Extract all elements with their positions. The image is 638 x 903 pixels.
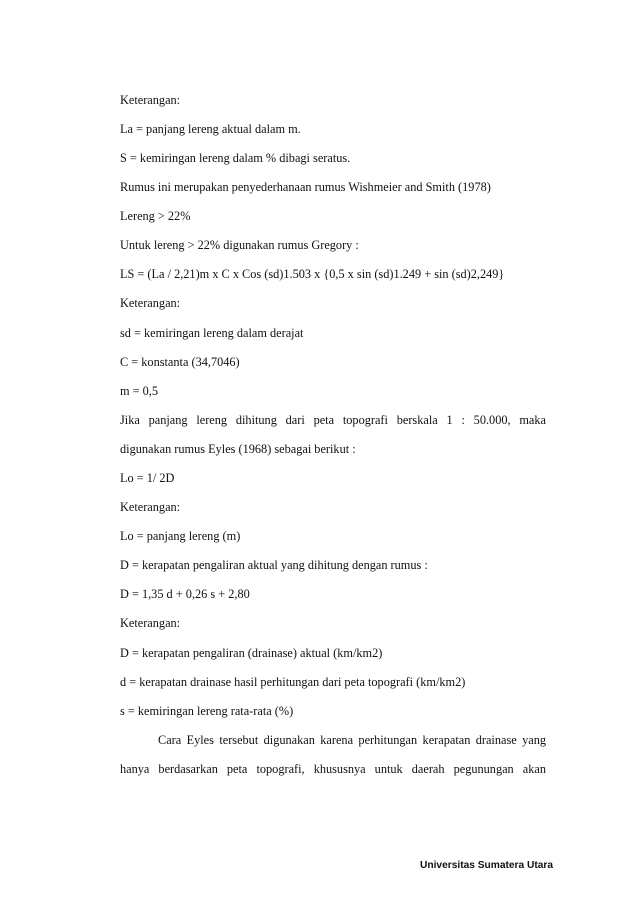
text-line-lo-definition: Lo = panjang lereng (m) bbox=[120, 529, 241, 543]
text-line-sd-definition: sd = kemiringan lereng dalam derajat bbox=[120, 326, 304, 340]
paragraph-cara-eyles bbox=[120, 732, 546, 748]
text-line-s-definition: S = kemiringan lereng dalam % dibagi seratus. bbox=[120, 151, 351, 165]
footer-institution: Universitas Sumatera Utara bbox=[420, 860, 554, 871]
text-line-la-definition: La = panjang lereng aktual dalam m. bbox=[120, 122, 301, 136]
paragraph-cara-eyles-cont bbox=[120, 761, 546, 777]
paragraph-eyles-intro bbox=[120, 412, 546, 428]
text-line-c-definition: C = konstanta (34,7046) bbox=[120, 355, 240, 369]
text-line-s-rata: s = kemiringan lereng rata-rata (%) bbox=[120, 704, 294, 718]
text-line-m-value: m = 0,5 bbox=[120, 384, 159, 398]
formula-lo: Lo = 1/ 2D bbox=[120, 471, 175, 485]
text-line-rumus-gregory: Untuk lereng > 22% digunakan rumus Gregory : bbox=[120, 238, 359, 252]
text-line-lereng-22: Lereng > 22% bbox=[120, 209, 191, 223]
text-line-hanya-berdasarkan: hanya berdasarkan peta topografi, khususnya untuk daerah pegunungan akan bbox=[120, 762, 546, 776]
text-line-cara-eyles: Cara Eyles tersebut digunakan karena perhitungan kerapatan drainase yang bbox=[158, 733, 546, 747]
text-line-keterangan-3: Keterangan: bbox=[120, 500, 181, 514]
text-line-jika-panjang: Jika panjang lereng dihitung dari peta topografi berskala 1 : 50.000, maka bbox=[120, 413, 546, 427]
text-line-d-aktual: D = kerapatan pengaliran (drainase) aktual (km/km2) bbox=[120, 646, 383, 660]
text-line-keterangan-1: Keterangan: bbox=[120, 93, 181, 107]
text-line-rumus-eyles: digunakan rumus Eyles (1968) sebagai berikut : bbox=[120, 442, 356, 456]
text-line-keterangan-4: Keterangan: bbox=[120, 616, 181, 630]
formula-ls: LS = (La / 2,21)m x C x Cos (sd)1.503 x {0,5 x sin (sd)1.249 + sin (sd)2,249} bbox=[120, 267, 505, 281]
text-line-keterangan-2: Keterangan: bbox=[120, 296, 181, 310]
text-line-rumus-wishmeier: Rumus ini merupakan penyederhanaan rumus Wishmeier and Smith (1978) bbox=[120, 180, 491, 194]
formula-d: D = 1,35 d + 0,26 s + 2,80 bbox=[120, 587, 250, 601]
text-line-d-hasil: d = kerapatan drainase hasil perhitungan dari peta topografi (km/km2) bbox=[120, 675, 466, 689]
text-line-d-kerapatan: D = kerapatan pengaliran aktual yang dihitung dengan rumus : bbox=[120, 558, 428, 572]
